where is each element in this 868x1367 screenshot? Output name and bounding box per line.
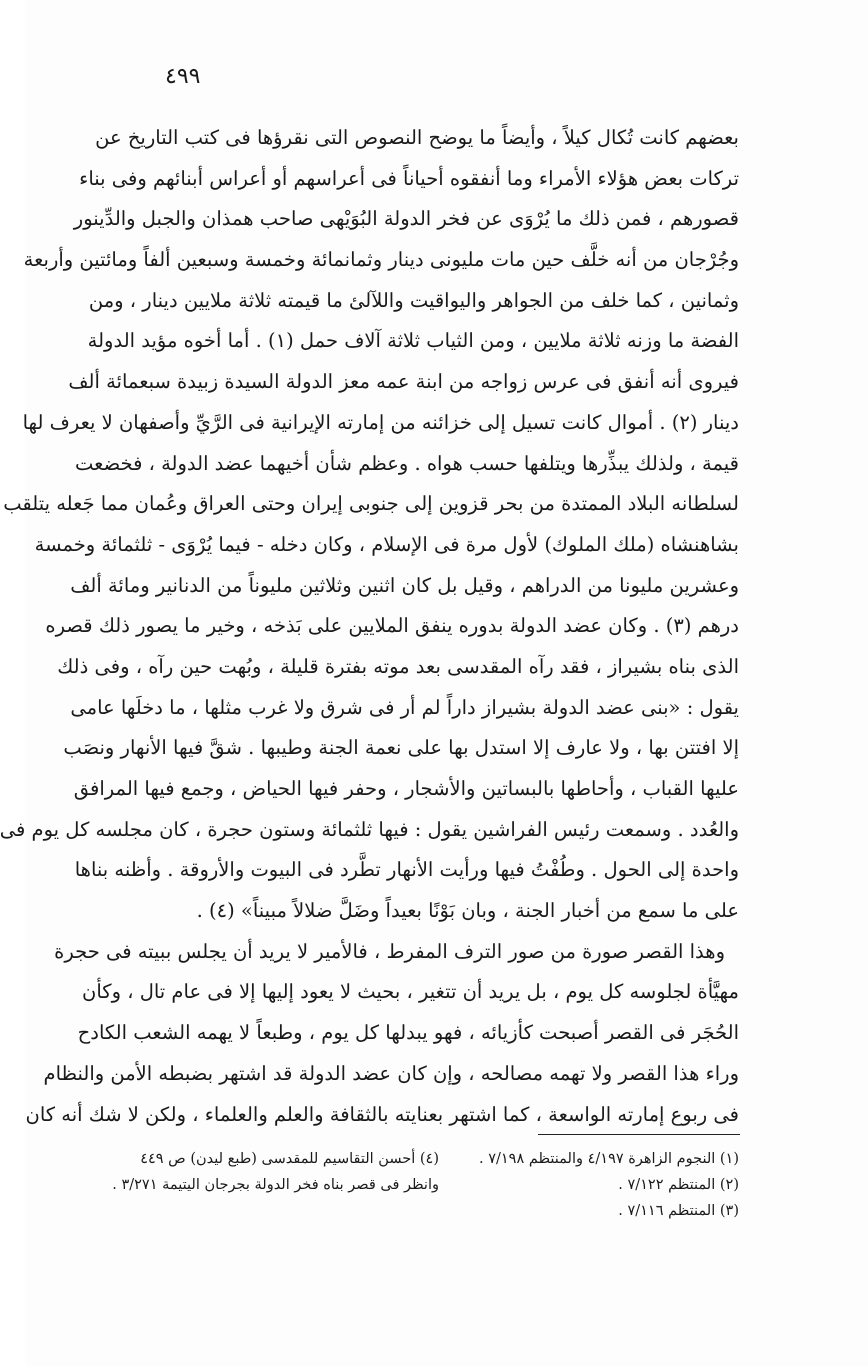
text-line: قصورهم ، فمن ذلك ما يُرْوَى عن فخر الدولة البُوَيْهى صاحب همذان والجبل والدِّينور — [73, 207, 739, 231]
text-line: بشاهنشاه (ملك الملوك) لأول مرة فى الإسلام ، وكان دخله - فيما يُرْوَى - ثلثمائة وخمسة — [34, 532, 739, 556]
text-line: لسلطانه البلاد الممتدة من بحر قزوين إلى جنوبى إيران وحتى العراق وعُمان مما جَعله يتلقب — [3, 492, 739, 516]
text-line: يقول : «بنى عضد الدولة بشيراز داراً لم أر فى شرق ولا غرب مثلها ، ما دخلَها عامى — [70, 695, 739, 719]
text-line: واحدة إلى الحول . وطُفْتُ فيها ورأيت الأنهار تطَّرد فى البيوت والأروقة . وأظنه بناها — [74, 858, 739, 882]
footnote-row — [112, 1172, 739, 1198]
footnotes — [112, 1146, 739, 1224]
footnote-4-continuation: وانظر فى قصر بناه فخر الدولة بجرجان اليتيمة ٣/٢٧١ . — [112, 1177, 439, 1193]
footnote-4: (٤) أحسن التقاسيم للمقدسى (طبع ليدن) ص ٤٤٩ — [140, 1151, 439, 1167]
footnote-1: (١) النجوم الزاهرة ٤/١٩٧ والمنتظم ٧/١٩٨ . — [479, 1151, 739, 1167]
text-line: فيروى أنه أنفق فى عرس زواجه من ابنة عمه معز الدولة السيدة زبيدة سبعمائة ألف — [68, 370, 739, 394]
footnote-empty — [167, 1198, 453, 1224]
page-number: ٤٩٩ — [165, 64, 201, 89]
footnote-row — [140, 1146, 739, 1172]
text-line: قيمة ، ولذلك يبذِّرها ويتلفها حسب هواه . وعظم شأن أخيهما عضد الدولة ، فخضعت — [75, 451, 739, 475]
text-line: الحُجَر فى القصر أصبحت كأزيائه ، فهو يبدلها كل يوم ، وطبعاً لا يهمه الشعب الكادح — [77, 1021, 739, 1045]
footnote-row — [167, 1198, 739, 1224]
text-line: عليها القباب ، وأحاطها بالبساتين والأشجار ، وحفر فيها الحياض ، وجمع فيها المرافق — [73, 777, 739, 800]
footnote-divider — [538, 1134, 740, 1135]
text-line: وراء هذا القصر ولا تهمه مصالحه ، وإن كان عضد الدولة قد اشتهر بضبطه الأمن والنظام — [43, 1061, 739, 1085]
text-line: درهم (٣) . وكان عضد الدولة بدوره ينفق الملايين على بَذخه ، وخير ما يصور ذلك قصره — [45, 614, 739, 638]
text-line: بعضهم كانت تُكال كيلاً ، وأيضاً ما يوضح النصوص التى نقرؤها فى كتب التاريخ عن — [95, 126, 739, 149]
text-line: وهذا القصر صورة من صور الترف المفرط ، فالأمير لا يريد أن يجلس ببيته فى حجرة — [54, 939, 725, 963]
text-line: والعُدد . وسمعت رئيس الفراشين يقول : فيها ثلثمائة وستون حجرة ، كان مجلسه كل يوم فى — [0, 817, 739, 841]
text-line: مهيَّأة لجلوسه كل يوم ، بل يريد أن تتغير ، بحيث لا يعود إليها إلا فى عام تال ، وكأن — [82, 980, 739, 1004]
text-line: وجُرْجان من أنه خلَّف حين مات مليونى دينار وثمانمائة وخمسة وسبعين ألفاً ومائتين وأربعة — [23, 248, 739, 272]
text-line: على ما سمع من أخبار الجنة ، وبان بَوْنًا بعيداً وضَلَّ ضلالاً مبيناً» (٤) . — [196, 899, 739, 923]
text-line: الذى بناه بشيراز ، فقد رآه المقدسى بعد موته بفترة قليلة ، وبُهت حين رآه ، وفى ذلك — [57, 654, 739, 678]
text-line: تركات بعض هؤلاء الأمراء وما أنفقوه أحياناً فى أعراسهم أو أعراس أبنائهم وفى بناء — [79, 166, 739, 190]
text-line: وثمانين ، كما خلف من الجواهر واليواقيت واللآلئ ما قيمته ثلاثة ملايين دينار ، ومن — [88, 288, 739, 312]
text-line: إلا افتتن بها ، ولا عارف إلا استدل بها على نعمة الجنة وطيبها . شقَّ فيها الأنهار ونصَب — [63, 736, 739, 760]
footnote-2: (٢) المنتظم ٧/١٢٢ . — [618, 1177, 739, 1193]
footnote-3: (٣) المنتظم ٧/١١٦ . — [618, 1203, 739, 1219]
text-line: الفضة ما وزنه ثلاثة ملايين ، ومن الثياب ثلاثة آلاف حمل (١) . أما أخوه مؤيد الدولة — [87, 329, 739, 353]
text-line: فى ربوع إمارته الواسعة ، كما اشتهر بعنايته بالثقافة والعلم والعلماء ، ولكن لا شك أنه كان — [25, 1102, 739, 1126]
text-line: دينار (٢) . أموال كانت تسيل إلى خزائنه من إمارته الإيرانية فى الرَّيِّ وأصفهان لا يعرف لها — [22, 410, 739, 434]
body-text — [0, 118, 739, 1135]
text-line: وعشرين مليونا من الدراهم ، وقيل بل كان اثنين وثلاثين مليوناً من الدنانير ومائة ألف — [70, 573, 739, 597]
